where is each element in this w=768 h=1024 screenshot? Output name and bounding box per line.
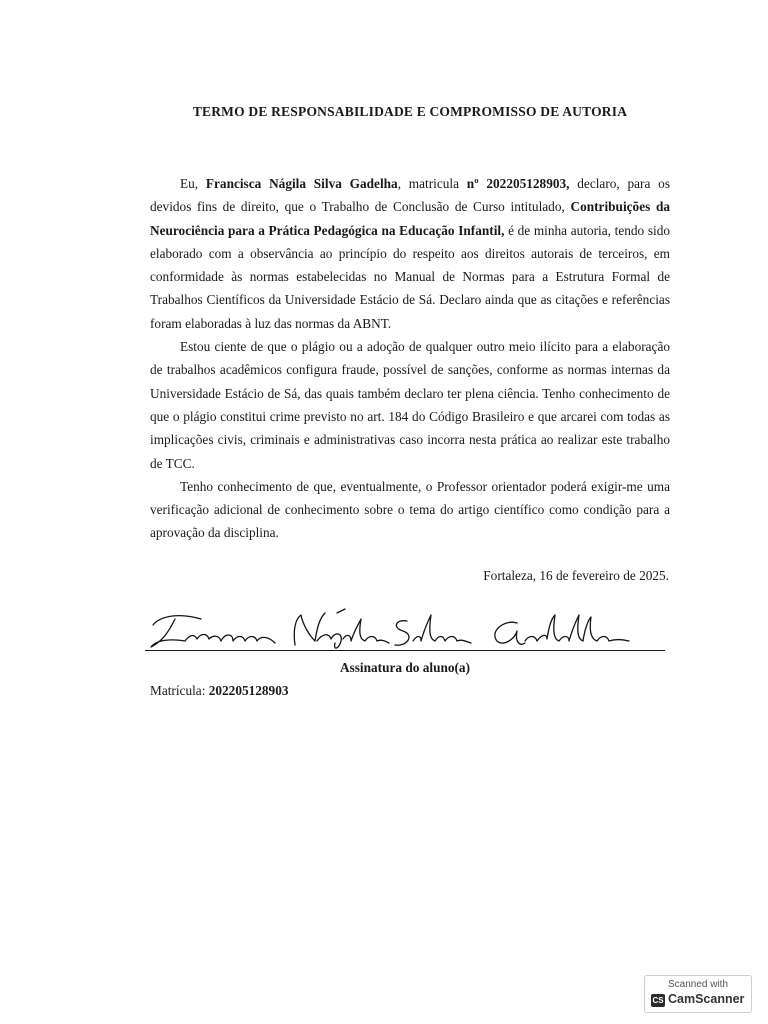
student-name: Francisca Nágila Silva Gadelha — [205, 176, 398, 191]
text-run: é de minha autoria, tendo sido elaborado com a observância ao princípio do respeito aos direitos autorais de terceiros, em conformidade às normas estabelecidas no Manual de Normas para a Estrutura Formal de Trabalhos Científicos da Universidade Estácio de Sá. Declaro ainda que as citações e referências foram elaboradas à luz das normas da ABNT. — [150, 222, 670, 331]
paragraph-plagiarism: Estou ciente de que o plágio ou a adoção de qualquer outro meio ilícito para a elaboração de trabalhos acadêmicos configura fraude, possível de sanções, conforme as normas internas da Universidade Estácio de Sá, das quais também declaro ter plena ciência. Tenho conhecimento de que o plágio constitui crime previsto no art. 184 do Código Brasileiro e que arcarei com todas as implicações civis, criminais e administrativas caso incorra nesta prática ao realizar este trabalho de TCC. — [150, 339, 670, 471]
signature-block — [145, 605, 670, 685]
signature-line — [145, 650, 665, 651]
signature-label: Assinatura do aluno(a) — [339, 660, 471, 675]
watermark-brand: CamScanner — [668, 992, 745, 1006]
registration-label: Matrícula: — [150, 683, 209, 698]
text-run: declaro, para os devidos fins de direito, que o Trabalho de Conclusão de Curso intitulado, — [150, 176, 671, 215]
watermark-caption: Scanned with — [667, 979, 729, 990]
paragraph-verification: Tenho conhecimento de que, eventualmente, o Professor orientador poderá exigir-me uma verificação adicional de conhecimento sobre o tema do artigo científico como condição para a aprovação da disciplina. — [150, 478, 670, 541]
registration-number: nº 202205128903, — [466, 176, 570, 191]
document-body — [150, 172, 670, 545]
date-line: Fortaleza, 16 de fevereiro de 2025. — [483, 568, 669, 583]
camscanner-logo-icon: CS — [652, 996, 664, 1005]
text-run: , matricula — [397, 176, 467, 191]
registration-value: 202205128903 — [208, 683, 289, 698]
document-title: TERMO DE RESPONSABILIDADE E COMPROMISSO DE AUTORIA — [192, 104, 628, 119]
registration-line — [150, 683, 289, 699]
work-title: Contribuições da Neurociência para a Prática Pedagógica na Educação Infantil, — [150, 199, 670, 238]
text-run: Eu, — [180, 176, 206, 191]
camscanner-watermark — [644, 975, 752, 1013]
paragraph-declaration — [150, 172, 670, 335]
